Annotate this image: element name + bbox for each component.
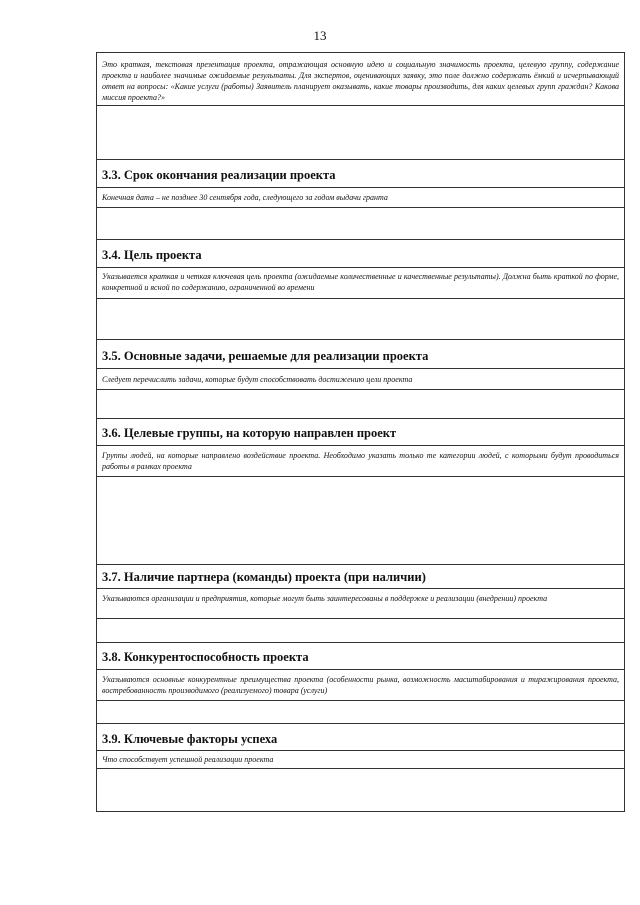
row-divider — [97, 750, 624, 751]
section-3-3-heading: 3.3. Срок окончания реализации проекта — [102, 168, 336, 182]
section-3-5-hint: Следует перечислить задачи, которые будут способствовать достижению цели проекта — [102, 375, 413, 384]
section-3-8-hint: Указываются основные конкурентные преимущества проекта (особенности рынка, возможность масштабирования и тиражирования проекта, востребованность производимого (реализуемого) товара (услуги) — [102, 675, 619, 695]
row-divider — [97, 267, 624, 268]
row-divider — [97, 669, 624, 670]
section-3-9-hint: Что способствует успешной реализации проекта — [102, 755, 274, 764]
section-3-8-answer-field[interactable] — [97, 701, 624, 723]
row-divider — [97, 642, 624, 643]
row-divider — [97, 445, 624, 446]
section-3-7-heading: 3.7. Наличие партнера (команды) проекта (при наличии) — [102, 570, 426, 584]
page-number: 13 — [313, 28, 327, 43]
section-3-6-hint: Группы людей, на которые направлено воздействие проекта. Необходимо указать только те категории людей, с которыми будут проводиться работы в рамках проекта — [102, 451, 619, 471]
row-divider — [97, 723, 624, 724]
intro-hint: Это краткая, текстовая презентация проекта, отражающая основную идею и социальную значимость проекта, целевую группу, содержание проекта и наиболее значимые ожидаемые результаты. Для экспертов, оценивающих заявку, это поле должно содержать ёмкий и исчерпывающий ответ на вопросы: «Какие услуги (работы) Заявитель планирует оказывать, какие товары производить, для каких целевых групп граждан? Какова миссия проекта?» — [102, 60, 619, 102]
section-3-5-answer-field[interactable] — [97, 390, 624, 418]
intro-answer-field[interactable] — [97, 106, 624, 159]
section-3-6-heading: 3.6. Целевые группы, на которую направлен проект — [102, 426, 397, 440]
section-3-4-heading: 3.4. Цель проекта — [102, 248, 202, 262]
row-divider — [97, 588, 624, 589]
row-divider — [97, 564, 624, 565]
row-divider — [97, 159, 624, 160]
section-3-4-answer-field[interactable] — [97, 299, 624, 339]
section-3-3-answer-field[interactable] — [97, 208, 624, 239]
section-3-9-answer-field[interactable] — [97, 769, 624, 812]
row-divider — [97, 187, 624, 188]
section-3-8-heading: 3.8. Конкурентоспособность проекта — [102, 650, 309, 664]
project-form-table — [96, 52, 625, 812]
section-3-9-heading: 3.9. Ключевые факторы успеха — [102, 732, 278, 746]
section-3-7-answer-field[interactable] — [97, 619, 624, 642]
section-3-3-hint: Конечная дата – не позднее 30 сентября года, следующего за годом выдачи гранта — [102, 193, 388, 202]
section-3-6-answer-field[interactable] — [97, 477, 624, 564]
section-3-4-hint: Указывается краткая и четкая ключевая цель проекта (ожидаемые количественные и качественные результаты). Должна быть краткой по форме, конкретной и ясной по содержанию, ограниченной во времени — [102, 272, 619, 292]
section-3-7-hint: Указываются организации и предприятия, которые могут быть заинтересованы в поддержке и реализации (внедрении) проекта — [102, 594, 548, 603]
row-divider — [97, 368, 624, 369]
section-3-5-heading: 3.5. Основные задачи, решаемые для реализации проекта — [102, 349, 429, 363]
row-divider — [97, 239, 624, 240]
row-divider — [97, 418, 624, 419]
row-divider — [97, 339, 624, 340]
